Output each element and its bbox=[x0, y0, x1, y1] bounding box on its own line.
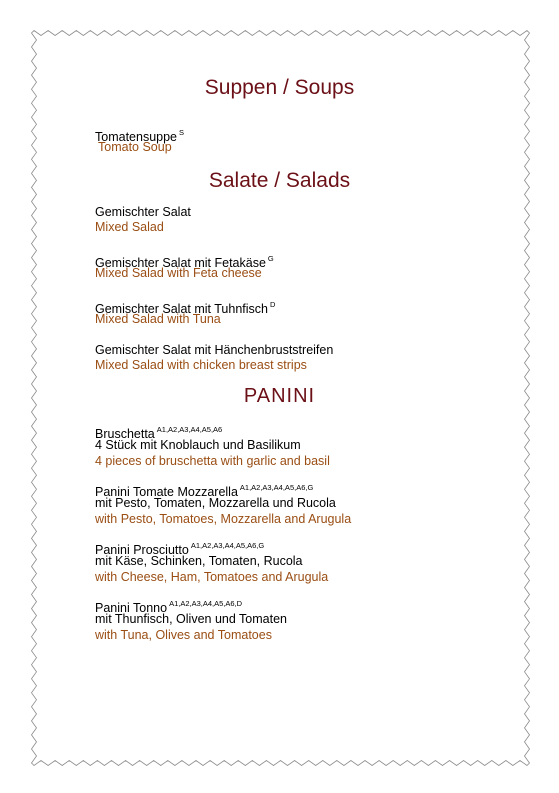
salads-heading: Salate / Salads bbox=[208, 169, 351, 192]
menu-item-description: 4 Stück mit Knoblauch und Basilikum bbox=[95, 438, 301, 452]
menu-item-english: Mixed Salad with Feta cheese bbox=[95, 266, 262, 280]
menu-item-description: mit Pesto, Tomaten, Mozzarella und Rucola bbox=[95, 496, 336, 510]
menu-item-english: Mixed Salad with Tuna bbox=[95, 312, 221, 326]
panini-heading: PANINI bbox=[243, 385, 316, 407]
allergen-codes: G bbox=[267, 254, 274, 263]
item-name: Bruschetta bbox=[95, 427, 155, 441]
menu-item-description: mit Thunfisch, Oliven und Tomaten bbox=[95, 612, 287, 626]
soups-heading: Suppen / Soups bbox=[204, 76, 355, 99]
menu-item-english: Tomato Soup bbox=[98, 140, 172, 154]
menu-item-english: 4 pieces of bruschetta with garlic and basil bbox=[95, 454, 330, 468]
item-name: Panini Prosciutto bbox=[95, 543, 189, 557]
item-name: Panini Tomate Mozzarella bbox=[95, 485, 238, 499]
allergen-codes: A1,A2,A3,A4,A5,A6,G bbox=[239, 483, 314, 492]
menu-item-description: mit Käse, Schinken, Tomaten, Rucola bbox=[95, 554, 303, 568]
allergen-codes: S bbox=[179, 128, 185, 137]
menu-item-english: with Tuna, Olives and Tomatoes bbox=[95, 628, 272, 642]
item-name: Gemischter Salat mit Tuhnfisch bbox=[95, 302, 268, 316]
menu-item-english: Mixed Salad bbox=[95, 220, 164, 234]
allergen-codes: A1,A2,A3,A4,A5,A6,D bbox=[169, 599, 243, 608]
menu-item-english: with Cheese, Ham, Tomatoes and Arugula bbox=[95, 570, 329, 584]
menu-item-name bbox=[95, 205, 191, 220]
item-name: Gemischter Salat mit Fetakäse bbox=[95, 256, 266, 270]
allergen-codes: A1,A2,A3,A4,A5,A6,G bbox=[190, 541, 265, 550]
item-name: Panini Tonno bbox=[95, 601, 168, 615]
item-name: Gemischter Salat mit Hänchenbruststreifen bbox=[95, 343, 334, 357]
menu-item-english: Mixed Salad with chicken breast strips bbox=[95, 358, 307, 372]
allergen-codes: D bbox=[269, 300, 276, 309]
item-name: Gemischter Salat bbox=[95, 205, 191, 219]
allergen-codes: A1,A2,A3,A4,A5,A6 bbox=[156, 425, 223, 434]
item-name: Tomatensuppe bbox=[95, 130, 178, 144]
menu-item-name bbox=[95, 343, 333, 358]
menu-item-english: with Pesto, Tomatoes, Mozzarella and Arugula bbox=[95, 512, 352, 526]
